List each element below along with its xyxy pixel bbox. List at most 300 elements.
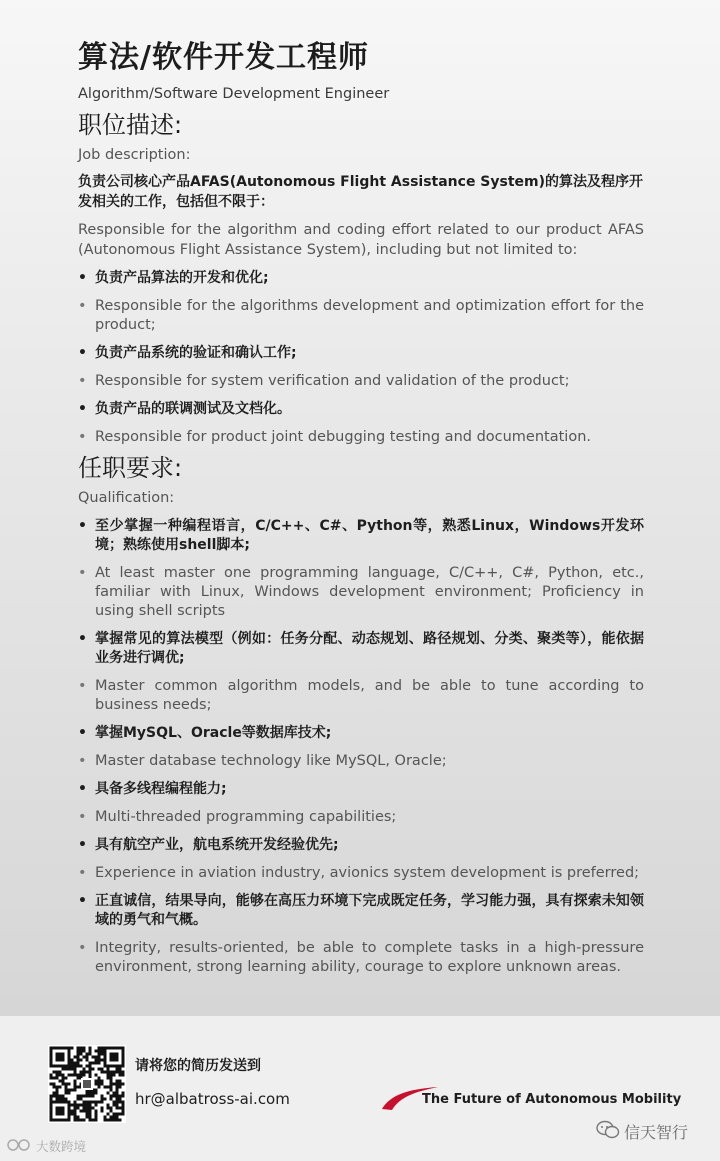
qr-module <box>113 1071 116 1074</box>
qr-module <box>89 1101 92 1104</box>
qr-module <box>83 1107 86 1110</box>
qr-module <box>101 1107 104 1110</box>
description-intro-en: Responsible for the algorithm and coding effort related to our product AFAS (Autonomous Flight Assistance System), including but not limited to: <box>78 222 644 258</box>
description-item: • Responsible for system verification and validation of the product; <box>78 372 644 391</box>
qr-module <box>71 1065 74 1068</box>
qr-module <box>95 1092 98 1095</box>
qualification-item: • Master database technology like MySQL, Oracle; <box>78 752 644 771</box>
qr-module <box>116 1083 119 1086</box>
qr-module <box>122 1095 125 1098</box>
qr-module <box>65 1086 68 1089</box>
qr-module <box>113 1113 116 1116</box>
qr-module <box>83 1068 86 1071</box>
qr-module <box>110 1116 113 1119</box>
wechat-icon <box>596 1120 620 1140</box>
qr-module <box>74 1107 77 1110</box>
qr-module <box>74 1083 77 1086</box>
qr-module <box>122 1083 125 1086</box>
qr-module <box>101 1047 104 1050</box>
qr-module <box>116 1086 119 1089</box>
qr-module <box>83 1110 86 1113</box>
qr-module <box>119 1107 122 1110</box>
qr-module <box>95 1080 98 1083</box>
qr-module <box>56 1098 59 1101</box>
qr-module <box>98 1053 101 1056</box>
qr-module <box>71 1104 74 1107</box>
qr-module <box>83 1056 86 1059</box>
qr-module <box>98 1083 101 1086</box>
qr-module <box>77 1104 80 1107</box>
qr-module <box>77 1077 80 1080</box>
qr-module <box>104 1116 107 1119</box>
qr-module <box>116 1104 119 1107</box>
qr-module <box>113 1095 116 1098</box>
qr-module <box>95 1050 98 1053</box>
qr-module <box>116 1080 119 1083</box>
qr-module <box>98 1077 101 1080</box>
qr-module <box>77 1059 80 1062</box>
qr-module <box>74 1110 77 1113</box>
qr-module <box>74 1086 77 1089</box>
description-item: • 负责产品算法的开发和优化; <box>78 269 644 288</box>
qr-module <box>80 1110 83 1113</box>
qr-module <box>98 1080 101 1083</box>
qr-module <box>119 1080 122 1083</box>
qr-module <box>80 1053 83 1056</box>
qr-module <box>101 1050 104 1053</box>
qr-module <box>110 1098 113 1101</box>
qr-module <box>98 1086 101 1089</box>
qr-module <box>50 1074 53 1077</box>
qr-module <box>101 1053 104 1056</box>
qr-module <box>116 1113 119 1116</box>
description-item: • Responsible for product joint debugging testing and documentation. <box>78 428 644 447</box>
qualification-item: • 具备多线程编程能力; <box>78 780 644 799</box>
qr-module <box>89 1065 92 1068</box>
qr-module <box>50 1095 53 1098</box>
qr-module <box>119 1098 122 1101</box>
qr-module <box>56 1107 65 1116</box>
qr-module <box>80 1047 83 1050</box>
qualification-subheading: Qualification: <box>78 490 175 506</box>
qr-module <box>89 1113 92 1116</box>
qr-module <box>62 1077 65 1080</box>
qr-module <box>116 1116 119 1119</box>
qr-module <box>86 1113 89 1116</box>
qr-module <box>119 1095 122 1098</box>
qr-module <box>122 1092 125 1095</box>
qr-module <box>68 1068 71 1071</box>
qr-module <box>83 1074 86 1077</box>
qr-module <box>113 1104 116 1107</box>
qr-module <box>68 1074 71 1077</box>
qr-module <box>83 1047 86 1050</box>
qr-module <box>74 1068 77 1071</box>
qr-module <box>62 1095 65 1098</box>
qr-module <box>116 1098 119 1101</box>
qr-module <box>95 1059 98 1062</box>
qr-module <box>104 1119 107 1122</box>
description-subheading: Job description: <box>78 147 191 163</box>
qr-module <box>86 1110 89 1113</box>
qr-module <box>89 1119 92 1122</box>
qr-module <box>107 1074 110 1077</box>
qr-module <box>86 1101 89 1104</box>
qr-module <box>95 1056 98 1059</box>
qr-module <box>122 1101 125 1104</box>
qr-module <box>68 1083 71 1086</box>
qr-module <box>110 1089 113 1092</box>
qr-module <box>77 1053 80 1056</box>
qr-module <box>89 1095 92 1098</box>
qr-module <box>113 1101 116 1104</box>
qr-module <box>122 1071 125 1074</box>
qr-module <box>86 1095 89 1098</box>
qr-module <box>86 1059 89 1062</box>
qr-module <box>110 1071 113 1074</box>
qr-module <box>101 1080 104 1083</box>
qr-module <box>116 1089 119 1092</box>
qr-module <box>92 1068 95 1071</box>
qr-module <box>89 1053 92 1056</box>
qr-module <box>80 1119 83 1122</box>
qr-module <box>80 1071 83 1074</box>
qr-module <box>56 1095 59 1098</box>
qr-module <box>56 1077 59 1080</box>
qr-module <box>74 1071 77 1074</box>
qr-module <box>62 1083 65 1086</box>
description-intro-cn: 负责公司核心产品AFAS(Autonomous Flight Assistance System)的算法及程序开发相关的工作，包括但不限于： <box>78 174 644 210</box>
qr-module <box>77 1050 80 1053</box>
qr-module <box>107 1104 110 1107</box>
qr-module <box>119 1101 122 1104</box>
qr-module <box>71 1089 74 1092</box>
qr-module <box>59 1071 62 1074</box>
qr-module <box>74 1113 77 1116</box>
qr-module <box>107 1071 110 1074</box>
qr-module <box>89 1104 92 1107</box>
qr-module <box>83 1080 91 1088</box>
qr-module <box>116 1092 119 1095</box>
qr-module <box>89 1071 92 1074</box>
qr-module <box>56 1074 59 1077</box>
qr-module <box>110 1086 113 1089</box>
qr-module <box>83 1095 86 1098</box>
qr-module <box>101 1083 104 1086</box>
qr-module <box>59 1086 62 1089</box>
qr-module <box>101 1059 104 1062</box>
qr-module <box>110 1080 113 1083</box>
qr-module <box>86 1107 89 1110</box>
qr-module <box>110 1110 113 1113</box>
qualification-item: • Master common algorithm models, and be able to tune according to business needs; <box>78 677 644 715</box>
qr-module <box>62 1098 65 1101</box>
qr-module <box>95 1074 98 1077</box>
send-resume-label: 请将您的简历发送到 <box>135 1058 261 1074</box>
qr-module <box>119 1074 122 1077</box>
qr-module <box>110 1074 113 1077</box>
company-tagline: The Future of Autonomous Mobility <box>422 1092 682 1107</box>
qr-module <box>65 1092 68 1095</box>
qr-module <box>71 1110 74 1113</box>
qr-module <box>86 1056 89 1059</box>
qr-module <box>95 1119 98 1122</box>
qr-module <box>98 1050 101 1053</box>
qr-module <box>77 1086 80 1089</box>
qr-module <box>77 1074 80 1077</box>
qr-module <box>53 1077 56 1080</box>
qualification-item: • 掌握MySQL、Oracle等数据库技术; <box>78 724 644 743</box>
qr-module <box>122 1110 125 1113</box>
qualification-item: • 掌握常见的算法模型（例如：任务分配、动态规划、路径规划、分类、聚类等），能依据业务进行调优; <box>78 630 644 668</box>
qr-module <box>59 1098 62 1101</box>
qr-module <box>110 1095 113 1098</box>
qr-module <box>92 1092 95 1095</box>
qr-module <box>107 1119 110 1122</box>
qr-module <box>92 1101 95 1104</box>
qr-module <box>86 1053 89 1056</box>
qr-module <box>110 1053 119 1062</box>
qr-module <box>98 1047 101 1050</box>
qr-code-icon[interactable] <box>48 1045 126 1123</box>
qr-module <box>77 1098 80 1101</box>
qr-module <box>95 1116 98 1119</box>
qr-module <box>92 1056 95 1059</box>
qr-module <box>80 1059 83 1062</box>
qr-module <box>116 1095 119 1098</box>
qr-module <box>86 1104 89 1107</box>
qr-module <box>107 1107 110 1110</box>
qr-module <box>77 1107 80 1110</box>
qr-module <box>104 1098 107 1101</box>
description-item: • 负责产品的联调测试及文档化。 <box>78 400 644 419</box>
qr-module <box>71 1068 74 1071</box>
qr-module <box>77 1065 80 1068</box>
qr-module <box>113 1119 116 1122</box>
qr-module <box>110 1107 113 1110</box>
qr-module <box>89 1116 92 1119</box>
qr-module <box>101 1101 104 1104</box>
qr-module <box>74 1062 77 1065</box>
watermark-logo-icon <box>6 1137 34 1153</box>
qr-module <box>53 1092 56 1095</box>
qr-module <box>95 1110 98 1113</box>
qualification-item: • 至少掌握一种编程语言，C/C++、C#、Python等，熟悉Linux，Windows开发环境；熟练使用shell脚本; <box>78 517 644 555</box>
qr-module <box>95 1089 98 1092</box>
qr-module <box>89 1110 92 1113</box>
qr-module <box>89 1062 92 1065</box>
qr-module <box>122 1113 125 1116</box>
qr-module <box>77 1095 80 1098</box>
qr-module <box>113 1074 116 1077</box>
qr-module <box>89 1068 92 1071</box>
qr-module <box>65 1089 68 1092</box>
qr-module <box>95 1104 98 1107</box>
qr-module <box>119 1086 122 1089</box>
qr-module <box>62 1068 65 1071</box>
qr-module <box>86 1116 89 1119</box>
qr-module <box>116 1107 119 1110</box>
qr-module <box>71 1059 74 1062</box>
qr-module <box>74 1101 77 1104</box>
qr-module <box>98 1068 101 1071</box>
qr-module <box>101 1095 104 1098</box>
qr-module <box>116 1068 119 1071</box>
qr-module <box>71 1113 74 1116</box>
qr-module <box>116 1101 119 1104</box>
qr-module <box>53 1083 56 1086</box>
qualification-item: • At least master one programming language, C/C++, C#, Python, etc., familiar with Linux, Windows development environment; Proficiency in using shell scripts <box>78 564 644 621</box>
qr-module <box>83 1050 86 1053</box>
description-heading: 职位描述: <box>78 111 183 139</box>
qr-module <box>80 1098 83 1101</box>
qr-module <box>89 1074 92 1077</box>
qr-module <box>92 1119 95 1122</box>
qr-module <box>95 1101 98 1104</box>
qr-module <box>86 1071 89 1074</box>
qr-module <box>107 1086 110 1089</box>
qualification-item: • Experience in aviation industry, avionics system development is preferred; <box>78 864 644 883</box>
job-title-cn: 算法/软件开发工程师 <box>78 40 369 75</box>
qr-module <box>119 1071 122 1074</box>
qr-module <box>104 1071 107 1074</box>
qr-module <box>89 1107 92 1110</box>
qr-module <box>83 1104 86 1107</box>
qr-module <box>65 1077 68 1080</box>
qr-module <box>86 1092 89 1095</box>
qualification-item: • 正直诚信，结果导向，能够在高压力环境下完成既定任务，学习能力强，具有探索未知领域的勇气和气概。 <box>78 892 644 930</box>
qr-module <box>74 1056 77 1059</box>
qr-module <box>95 1083 98 1086</box>
qr-module <box>74 1089 77 1092</box>
qr-module <box>80 1065 83 1068</box>
qualification-list <box>78 517 644 977</box>
qr-module <box>56 1089 59 1092</box>
job-title-en: Algorithm/Software Development Engineer <box>78 86 390 102</box>
qr-module <box>50 1083 53 1086</box>
qr-module <box>101 1071 104 1074</box>
qr-module <box>65 1083 68 1086</box>
qr-module <box>74 1104 77 1107</box>
qr-module <box>74 1116 77 1119</box>
qr-module <box>98 1056 101 1059</box>
watermark-left: 大数跨境 <box>36 1139 87 1154</box>
qr-module <box>68 1089 71 1092</box>
qualification-heading: 任职要求: <box>78 454 183 482</box>
qr-module <box>122 1104 125 1107</box>
qr-module <box>80 1050 83 1053</box>
qr-module <box>62 1074 65 1077</box>
qr-module <box>77 1047 80 1050</box>
qr-module <box>113 1092 116 1095</box>
qr-module <box>80 1074 83 1077</box>
qr-module <box>98 1062 101 1065</box>
qr-module <box>65 1098 68 1101</box>
qr-module <box>92 1095 95 1098</box>
qr-module <box>92 1062 95 1065</box>
qr-module <box>83 1101 86 1104</box>
qr-module <box>95 1062 98 1065</box>
qr-module <box>89 1047 92 1050</box>
qr-module <box>65 1068 68 1071</box>
qr-module <box>74 1074 77 1077</box>
qr-module <box>80 1095 83 1098</box>
qr-module <box>77 1116 80 1119</box>
qr-module <box>107 1092 110 1095</box>
description-item: • 负责产品系统的验证和确认工作; <box>78 344 644 363</box>
watermark-right: 信天智行 <box>624 1123 689 1142</box>
qr-module <box>71 1074 74 1077</box>
qr-module <box>56 1092 59 1095</box>
qr-module <box>62 1080 65 1083</box>
qr-module <box>59 1080 62 1083</box>
qr-module <box>95 1113 98 1116</box>
description-item: • Responsible for the algorithms development and optimization effort for the product; <box>78 297 644 335</box>
description-list <box>78 269 644 447</box>
qr-module <box>119 1068 122 1071</box>
qr-module <box>119 1119 122 1122</box>
qr-module <box>77 1062 80 1065</box>
qr-module <box>53 1095 56 1098</box>
qr-module <box>68 1092 71 1095</box>
qr-module <box>119 1113 122 1116</box>
poster-content <box>78 38 644 977</box>
qr-module <box>98 1059 101 1062</box>
qr-module <box>50 1098 53 1101</box>
qr-module <box>89 1092 92 1095</box>
qr-module <box>98 1101 101 1104</box>
qr-module <box>122 1074 125 1077</box>
qr-module <box>101 1110 104 1113</box>
qualification-item: • Multi-threaded programming capabilities; <box>78 808 644 827</box>
qr-module <box>113 1083 116 1086</box>
qr-module <box>50 1077 53 1080</box>
qr-module <box>122 1107 125 1110</box>
qualification-item: • 具有航空产业，航电系统开发经验优先; <box>78 836 644 855</box>
qr-module <box>110 1083 113 1086</box>
qr-module <box>86 1065 89 1068</box>
qr-module <box>56 1086 59 1089</box>
qr-module <box>113 1116 116 1119</box>
qr-module <box>59 1074 62 1077</box>
qr-module <box>110 1077 113 1080</box>
qr-module <box>56 1071 59 1074</box>
qr-module <box>59 1095 62 1098</box>
qr-module <box>107 1068 110 1071</box>
qr-module <box>53 1086 56 1089</box>
qr-module <box>71 1047 74 1050</box>
qr-module <box>116 1119 119 1122</box>
contact-email-link[interactable]: hr@albatross-ai.com <box>135 1090 290 1108</box>
qr-module <box>104 1086 107 1089</box>
qualification-item: • Integrity, results-oriented, be able to complete tasks in a high-pressure environment, strong learning ability, courage to explore unknown areas. <box>78 939 644 977</box>
qr-module <box>107 1113 110 1116</box>
qr-module <box>83 1071 86 1074</box>
qr-module <box>116 1071 119 1074</box>
qr-module <box>119 1083 122 1086</box>
qr-module <box>74 1119 77 1122</box>
qr-module <box>92 1107 95 1110</box>
qr-module <box>77 1119 80 1122</box>
qr-module <box>110 1119 113 1122</box>
qr-module <box>101 1098 104 1101</box>
qr-module <box>74 1080 77 1083</box>
qr-module <box>53 1071 56 1074</box>
qr-module <box>74 1065 77 1068</box>
qr-module <box>89 1050 92 1053</box>
qr-module <box>77 1056 80 1059</box>
qr-module <box>107 1077 110 1080</box>
